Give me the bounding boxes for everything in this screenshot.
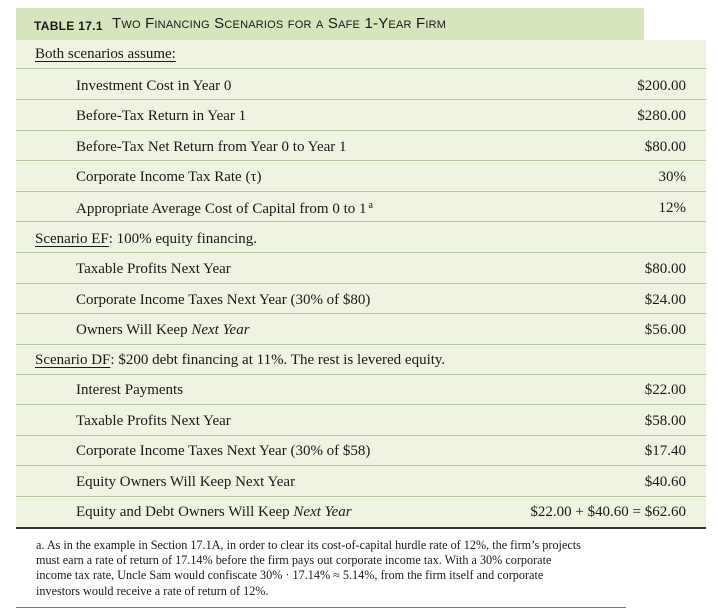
row-separator (16, 191, 706, 192)
row-label: Equity Owners Will Keep Next Year (76, 474, 296, 490)
row-value: $24.00 (644, 292, 686, 308)
row-label-text: Appropriate Average Cost of Capital from 0 to 1 (76, 201, 367, 217)
footnote-line: investors would receive a rate of return of 12%. (36, 583, 269, 598)
footnote-line: income tax rate, Uncle Sam would confiscate 30% · 17.14% ≈ 5.14%, from the firm itself and corporate (36, 568, 544, 583)
row-label: Taxable Profits Next Year (76, 413, 231, 429)
row-separator (16, 496, 706, 497)
row-label (76, 200, 373, 218)
row-separator (16, 344, 706, 345)
row-label (76, 504, 352, 521)
assumptions-heading (35, 46, 718, 63)
row-separator (16, 130, 706, 131)
row-value: $280.00 (637, 108, 686, 124)
row-value: $80.00 (644, 139, 686, 155)
row-value: $22.00 + $40.60 = $62.60 (530, 504, 686, 520)
scenario-df-desc: : $200 debt financing at 11%. The rest is levered equity. (110, 352, 446, 368)
row-separator (16, 465, 706, 466)
table-footnote (36, 538, 646, 599)
table-bottom-rule (16, 527, 706, 529)
footnote-rule (16, 607, 626, 608)
table-number: TABLE 17.1 (34, 19, 103, 33)
row-separator (16, 160, 706, 161)
scenario-df-heading (35, 352, 718, 369)
row-label (76, 322, 250, 339)
row-separator (16, 68, 706, 69)
row-label: Investment Cost in Year 0 (76, 78, 232, 94)
scenario-df-name: Scenario DF (35, 352, 111, 368)
row-value: 30% (658, 169, 686, 185)
scenario-ef-desc: : 100% equity financing. (108, 231, 258, 247)
row-label: Before-Tax Net Return from Year 0 to Year 1 (76, 139, 347, 155)
row-label-text: Equity and Debt Owners Will Keep (76, 504, 294, 520)
row-value: $200.00 (637, 78, 686, 94)
row-separator (16, 404, 706, 405)
row-separator (16, 435, 706, 436)
row-value: $80.00 (644, 261, 686, 277)
assumptions-heading-text: Both scenarios assume: (35, 46, 176, 62)
table-title-bar (16, 8, 644, 40)
row-separator (16, 313, 706, 314)
row-separator (16, 374, 706, 375)
row-label: Corporate Income Tax Rate (τ) (76, 169, 262, 185)
row-label: Before-Tax Return in Year 1 (76, 108, 247, 124)
row-label-text: Owners Will Keep (76, 322, 192, 338)
table-title: Two Financing Scenarios for a Safe 1-Year Firm (112, 15, 447, 32)
row-label: Interest Payments (76, 382, 184, 398)
row-label: Corporate Income Taxes Next Year (30% of $58) (76, 443, 371, 459)
scenario-ef-name: Scenario EF (35, 231, 109, 247)
row-separator (16, 221, 706, 222)
row-value: $17.40 (644, 443, 686, 459)
row-label-italic: Next Year (293, 504, 352, 520)
footnote-line: must earn a rate of return of 17.14% before the firm pays out corporate income tax. With a 30% corporate (36, 553, 552, 568)
row-value: $58.00 (644, 413, 686, 429)
row-value: $40.60 (644, 474, 686, 490)
row-label: Taxable Profits Next Year (76, 261, 231, 277)
row-label-italic: Next Year (191, 322, 250, 338)
row-value: 12% (658, 200, 686, 216)
row-value: $56.00 (644, 322, 686, 338)
row-separator (16, 283, 706, 284)
row-label: Corporate Income Taxes Next Year (30% of $80) (76, 292, 371, 308)
row-separator (16, 99, 706, 100)
row-separator (16, 252, 706, 253)
row-value: $22.00 (644, 382, 686, 398)
footnote-marker: a (368, 200, 373, 211)
scenario-ef-heading (35, 231, 718, 248)
footnote-line: a. As in the example in Section 17.1A, in order to clear its cost-of-capital hurdle rate of 12%, the firm’s projects (36, 538, 581, 552)
